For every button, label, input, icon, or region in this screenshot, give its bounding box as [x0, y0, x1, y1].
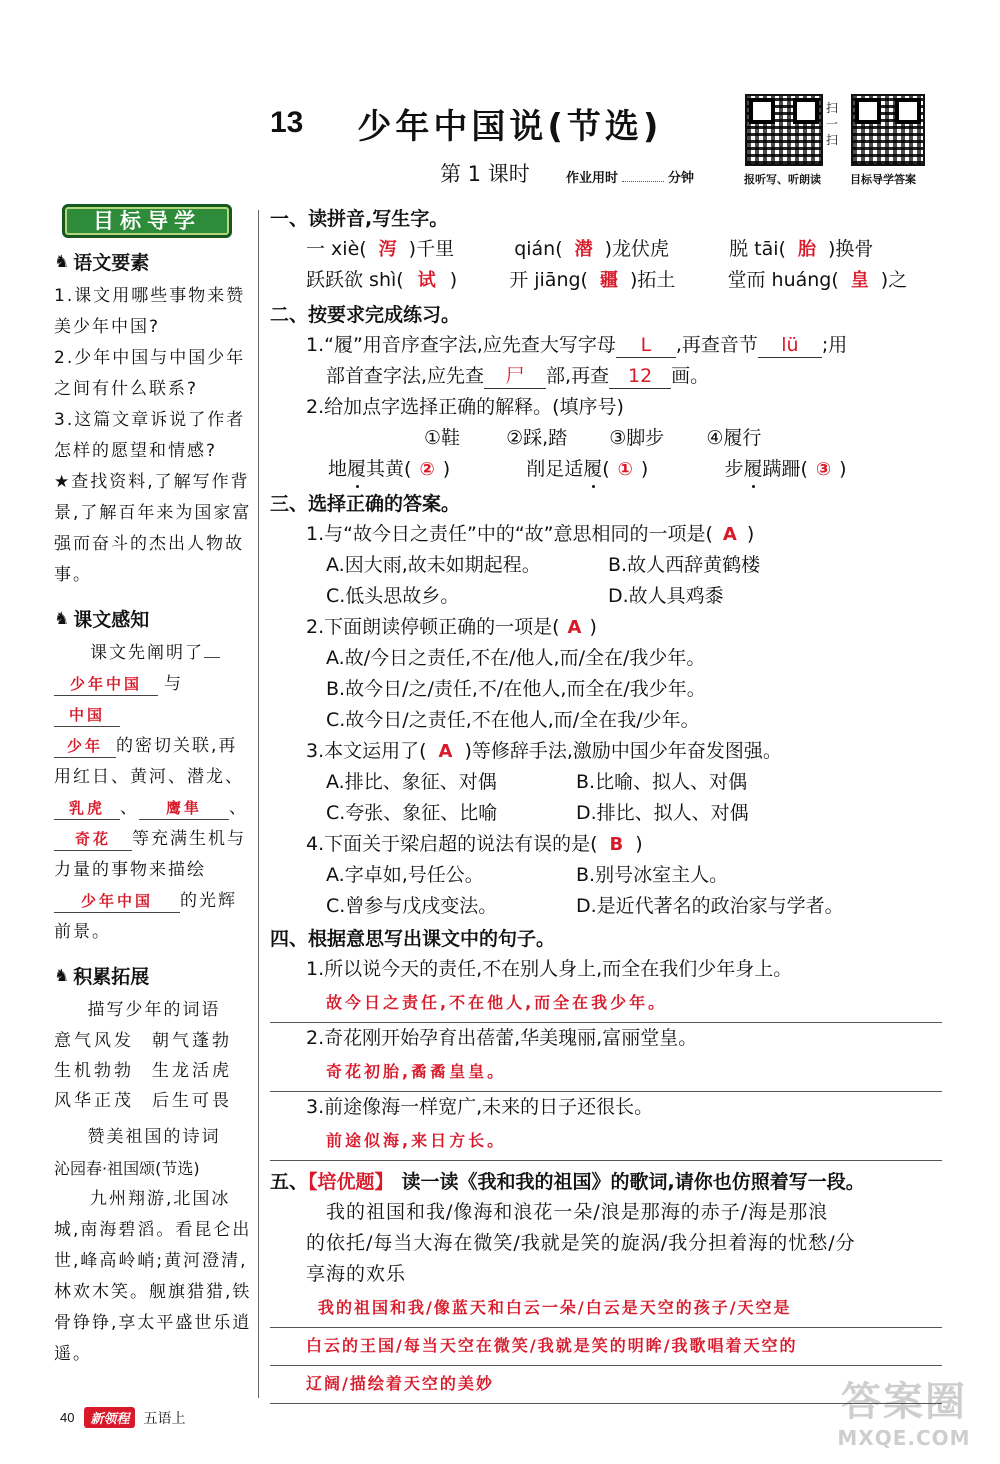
exercise-content: [270, 204, 960, 1404]
word-item: 生机勃勃: [54, 1061, 134, 1081]
option: B.故今日/之/责任,不/在他人,而全在/我少年。: [326, 678, 706, 700]
s4-question: 1.所以说今天的责任,不在别人身上,而全在我们少年身上。: [306, 958, 793, 980]
grade-label: 五语上: [143, 1410, 186, 1427]
static-text: 的密切关联,再用红日、黄河、潜龙、: [54, 736, 244, 787]
section-2-title: 二、按要求完成练习。: [270, 304, 461, 326]
answer-blank[interactable]: 中国: [54, 704, 120, 727]
words-subtitle: 描写少年的词语: [87, 1000, 221, 1020]
s3-q3-stem: 3.本文运用了( A )等修辞手法,激励中国少年奋发图强。: [306, 740, 782, 762]
static-text: 课文先阐明了: [90, 643, 204, 663]
static-text: 部首查字法,应先查: [326, 365, 485, 387]
title-row: [270, 98, 662, 148]
section-1-title: 一、读拼音,写生字。: [270, 208, 449, 230]
goal-item: 3.这篇文章诉说了作者怎样的愿望和情感?: [54, 410, 246, 461]
s4-answer-line[interactable]: 奇花初胎,矞矞皇皇。: [270, 1054, 942, 1092]
goal-item: 2.少年中国与中国少年之间有什么联系?: [54, 348, 246, 399]
poem-title: 沁园春·祖国颂(节选): [54, 1159, 200, 1178]
perception-line: [54, 886, 254, 948]
word-item: 意气风发: [54, 1031, 134, 1051]
s5-answer-line[interactable]: 辽阔/描绘着天空的美妙: [270, 1366, 942, 1404]
lyric-line: 的依托/每当大海在微笑/我就是笑的旋涡/我分担着海的忧愁/分: [306, 1232, 856, 1254]
section-5-title: [270, 1167, 960, 1197]
runner-icon: ♞: [54, 251, 70, 272]
hw-time-unit: 分钟: [668, 171, 695, 186]
text-perception: [54, 638, 254, 948]
static-text: 的光辉前景。: [54, 891, 237, 942]
option: ②踩,踏: [506, 427, 568, 449]
static-text: 1.“履”用音序查字法,应先查大写字母: [306, 334, 616, 356]
answer-blank[interactable]: 奇花: [54, 828, 132, 851]
pinyin-row-2: [270, 265, 960, 296]
homework-time: [566, 167, 694, 186]
option: D.是近代著名的政治家与学者。: [576, 895, 844, 917]
static-text: 、: [120, 798, 139, 818]
option: A.字卓如,号任公。: [326, 864, 484, 886]
option: B.比喻、拟人、对偶: [576, 771, 748, 793]
word-list: [54, 1026, 250, 1116]
option: ④履行: [706, 427, 762, 449]
watermark-text: 答案圈: [841, 1379, 967, 1425]
option: B.别号冰室主人。: [576, 864, 729, 886]
answer-blank[interactable]: 12: [609, 364, 671, 389]
answer-letter[interactable]: A: [567, 617, 582, 638]
option: D.故人具鸡黍: [608, 585, 724, 607]
watermark-url: MXQE.COM: [837, 1426, 971, 1450]
s5-answer-line[interactable]: 白云的王国/每当天空在微笑/我就是笑的明眸/我歌唱着天空的: [270, 1328, 942, 1366]
answer-blank[interactable]: 乳虎: [54, 797, 120, 820]
static-text: 五、: [270, 1171, 309, 1193]
s4-answer-line[interactable]: 故今日之责任,不在他人,而全在我少年。: [270, 985, 942, 1023]
sidebar-banner: 目标导学: [62, 204, 232, 238]
answer-blank[interactable]: L: [616, 333, 676, 358]
answer-char[interactable]: 泻: [378, 239, 397, 260]
phrase-item: 削足适履( ① ): [526, 458, 648, 480]
option: ③脚步: [609, 427, 665, 449]
option: ①鞋: [424, 427, 461, 449]
static-text: 部,再查: [546, 365, 610, 387]
perception-line: [54, 793, 254, 824]
s4-question: 2.奇花刚开始孕育出蓓蕾,华美瑰丽,富丽堂皇。: [306, 1027, 698, 1049]
advanced-tag: 【培优题】: [308, 1171, 394, 1193]
static-text: 与: [164, 674, 183, 694]
hw-time-label: 作业用时: [566, 171, 619, 186]
blank: [204, 657, 220, 658]
lyric-line: 我的祖国和我/像海和浪花一朵/浪是那海的赤子/海是那浪: [326, 1201, 829, 1223]
hw-time-blank[interactable]: [622, 181, 664, 182]
watermark: [816, 1378, 992, 1458]
answer-char[interactable]: 试: [417, 270, 436, 291]
s3-q2-stem: 2.下面朗读停顿正确的一项是( A ): [306, 616, 597, 638]
answer-blank[interactable]: 少年中国: [54, 890, 180, 913]
s3-q1-opts-row2: [270, 581, 960, 612]
perception-line: [54, 824, 254, 886]
runner-icon: ♞: [54, 608, 70, 629]
pinyin-item: 开 jiāng( 疆 )拓土: [509, 269, 676, 291]
static-text: 等充满生机与力量的事物来描绘: [54, 829, 246, 880]
answer-blank[interactable]: 少年: [54, 735, 116, 758]
pinyin-item: 一 xiè( 泻 )千里: [306, 238, 455, 260]
poem-text: 九州翔游,北国冰城,南海碧滔。看昆仑出世,峰高岭峭;黄河澄清,林欢木笑。舰旗猎猎,铁骨铮铮,享太平盛世乐逍遥。: [54, 1189, 252, 1364]
period-label: 第 1 课时: [440, 162, 530, 186]
answer-blank[interactable]: 鹰隼: [139, 797, 229, 820]
phrase-item: 步履蹒跚( ③ ): [724, 458, 846, 480]
phrase-item: 地履其黄( ② ): [328, 458, 450, 480]
s2-q1-line1: [270, 330, 960, 361]
qr-caption-answers: 目标导学答案: [850, 173, 916, 186]
answer-char[interactable]: 疆: [599, 270, 618, 291]
option: A.故/今日之责任,不在/他人,而/全在/我少年。: [326, 647, 706, 669]
option: B.故人西辞黄鹤楼: [608, 554, 761, 576]
static-text: 画。: [671, 365, 710, 387]
section-3-title: 三、选择正确的答案。: [270, 493, 461, 515]
option: C.夸张、象征、比喻: [326, 802, 498, 824]
answer-char[interactable]: 潜: [574, 239, 593, 260]
page-footer: [60, 1407, 185, 1428]
page-title: 少年中国说(节选): [357, 106, 663, 147]
poem-subtitle: 赞美祖国的诗词: [87, 1127, 221, 1147]
page-number: 40: [60, 1410, 75, 1425]
section-title: 语文要素: [73, 252, 150, 274]
answer-num[interactable]: ①: [617, 459, 633, 480]
s3-q4-opts-row1: [270, 860, 960, 891]
runner-icon: ♞: [54, 965, 70, 986]
section-title: 积累拓展: [73, 966, 150, 988]
section-4-title: 四、根据意思写出课文中的句子。: [270, 928, 556, 950]
pinyin-item: 脱 tāi( 胎 )换骨: [729, 238, 874, 260]
option: C.曾参与戊戌变法。: [326, 895, 498, 917]
answer-letter[interactable]: A: [722, 524, 737, 545]
word-item: 生龙活虎: [152, 1061, 232, 1081]
static-text: 读一读《我和我的祖国》的歌词,请你也仿照着写一段。: [401, 1171, 865, 1193]
option: C.低头思故乡。: [326, 585, 460, 607]
perception-line: [54, 638, 254, 669]
s2-q2-options: [270, 423, 960, 454]
qr-caption-listen: 报听写、听朗读: [744, 173, 821, 186]
brand-logo: 新领程: [84, 1407, 135, 1428]
pinyin-item: 跃跃欲 shì( 试 ): [306, 269, 458, 291]
goal-item: 1.课文用哪些事物来赞美少年中国?: [54, 286, 246, 337]
section-header-perception: [54, 605, 254, 632]
section-header-accumulate: [54, 962, 254, 989]
option: A.因大雨,故未如期起程。: [326, 554, 541, 576]
s4-answer-line[interactable]: 前途似海,来日方长。: [270, 1123, 942, 1161]
answer-blank[interactable]: 少年中国: [54, 673, 158, 696]
pinyin-row-1: [270, 234, 960, 265]
word-item: 朝气蓬勃: [152, 1031, 232, 1051]
static-text: 、: [229, 798, 248, 818]
s3-q4-opts-row2: [270, 891, 960, 922]
perception-line: [54, 731, 254, 793]
qr-code-answers[interactable]: [851, 94, 925, 166]
section-header-elements: [54, 248, 254, 275]
qr-side-text: 扫一扫: [826, 101, 839, 147]
answer-num[interactable]: ③: [815, 459, 832, 480]
pinyin-item: 堂而 huáng( 皇 )之: [727, 269, 908, 291]
answer-letter[interactable]: A: [438, 741, 453, 762]
lyric-line: 享海的欢乐: [306, 1263, 407, 1285]
word-item: 风华正茂: [54, 1091, 134, 1111]
answer-letter[interactable]: B: [609, 834, 624, 855]
sidebar: [54, 204, 254, 1370]
answer-num[interactable]: ②: [419, 459, 435, 480]
s3-q4-stem: 4.下面关于梁启超的说法有误的是( B ): [306, 833, 643, 855]
s2-q1-line2: [270, 361, 960, 392]
learning-goals: [54, 281, 254, 591]
option: D.排比、拟人、对偶: [576, 802, 749, 824]
column-divider: [258, 210, 259, 1398]
answer-blank[interactable]: lü: [758, 333, 822, 358]
s4-question: 3.前途像海一样宽广,未来的日子还很长。: [306, 1096, 654, 1118]
perception-line: [54, 669, 254, 731]
s3-q1-stem: 1.与“故今日之责任”中的“故”意思相同的一项是( A ): [306, 523, 755, 545]
qr-code-listen[interactable]: [745, 94, 823, 166]
s5-answer-line[interactable]: 我的祖国和我/像蓝天和白云一朵/白云是天空的孩子/天空是: [270, 1290, 942, 1328]
word-item: 后生可畏: [152, 1091, 232, 1111]
pinyin-item: qián( 潜 )龙伏虎: [514, 238, 670, 260]
option: C.故今日/之责任,不在他人,而/全在我/少年。: [326, 709, 700, 731]
goal-item: ★查找资料,了解写作背景,了解百年来为国家富强而奋斗的杰出人物故事。: [54, 472, 252, 585]
section-title: 课文感知: [73, 609, 150, 631]
option: A.排比、象征、对偶: [326, 771, 497, 793]
s3-q1-opts-row1: [270, 550, 960, 581]
s2-q2-items: [270, 454, 960, 485]
answer-char[interactable]: 皇: [850, 270, 869, 291]
answer-blank[interactable]: 尸: [484, 364, 546, 389]
lesson-number: 13: [270, 106, 304, 139]
answer-char[interactable]: 胎: [797, 239, 816, 260]
static-text: ;用: [821, 334, 848, 356]
s3-q3-opts-row1: [270, 767, 960, 798]
s3-q3-opts-row2: [270, 798, 960, 829]
s2-q2-stem: 2.给加点字选择正确的解释。(填序号): [306, 396, 624, 418]
static-text: ,再查音节: [675, 334, 758, 356]
